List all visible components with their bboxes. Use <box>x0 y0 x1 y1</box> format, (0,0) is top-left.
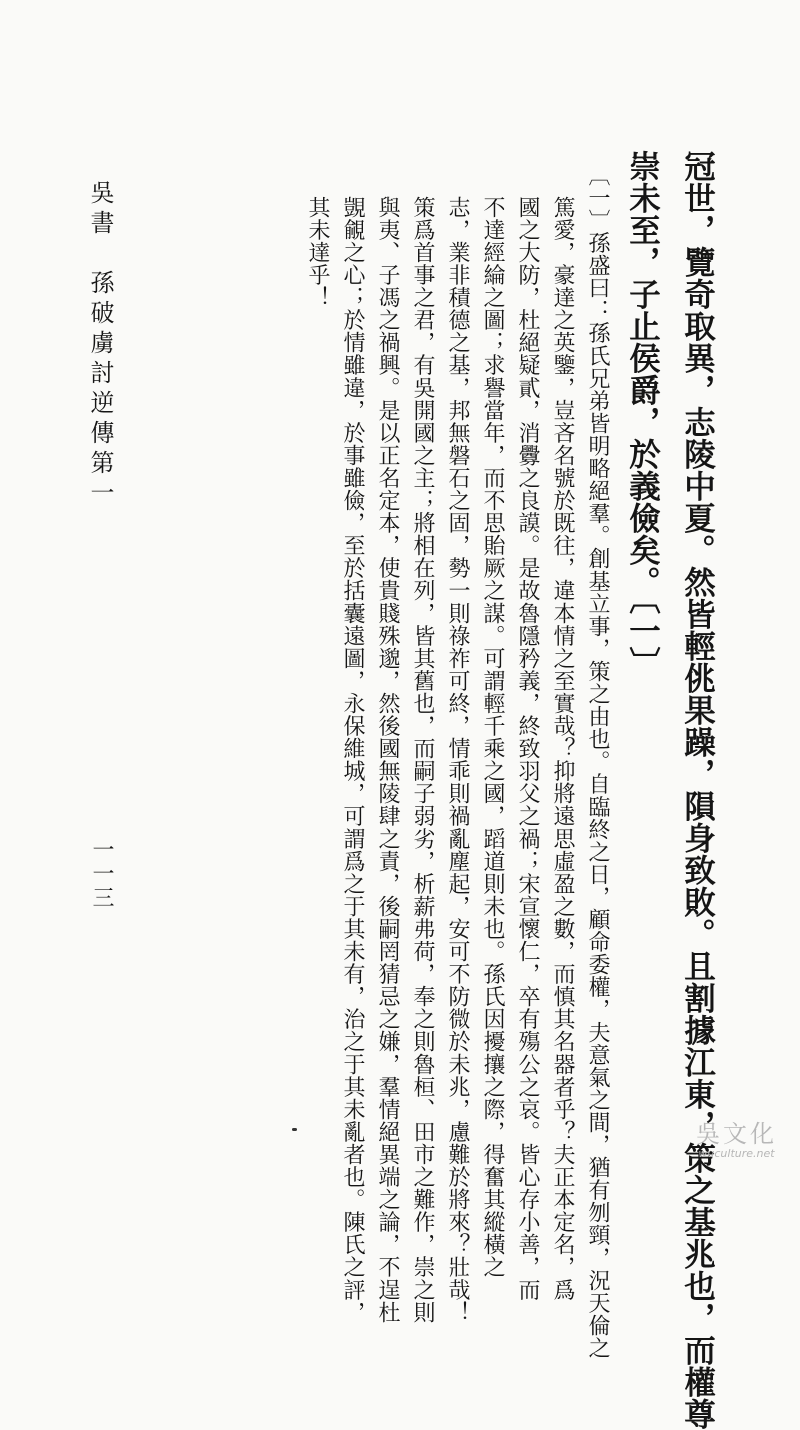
watermark <box>679 1121 794 1165</box>
note-column-3: 國之大防，杜絕疑貳，消釁之良謨。是故魯隱矜義，終致羽父之禍；宋宣懷仁，卒有殤公之哀。皆心存小善，而 <box>515 196 540 1301</box>
note-column-9: 其未達乎！ <box>305 196 330 309</box>
watermark-url: wuculture.net <box>698 1147 775 1160</box>
running-title: 吳書 孫破虜討逆傳第一 <box>86 180 114 510</box>
scan-mark <box>292 1128 297 1131</box>
note-column-5: 志，業非積德之基，邦無磐石之固，勢一則祿祚可終，情乖則禍亂塵起，安可不防微於未兆，慮難於將來？壯哉！ <box>445 196 470 1324</box>
note-column-4: 不達經綸之圖；求譽當年，而不思貽厥之謀。可謂輕千乘之國，蹈道則未也。孫氏因擾攘之際，得奮其縱橫之 <box>480 196 505 1279</box>
note-column-6: 策爲首事之君，有吳開國之主；將相在列，皆其舊也，而嗣子弱劣，析薪弗荷，奉之則魯桓、田市之難作，崇之則 <box>410 196 435 1324</box>
main-text-column-2: 崇未至，子止侯爵，於義儉矣。〔一〕 <box>624 150 662 679</box>
note-column-7: 與夷、子馮之禍興。是以正名定本，使貴賤殊邈，然後國無陵肆之責，後嗣罔猜忌之嫌，羣情絕異端之論，不逞杜 <box>375 196 400 1324</box>
page-number: 一一三 <box>89 838 114 910</box>
note-column-2: 篤愛，豪達之英鑒，豈吝名號於既往，違本情之至實哉？抑將遠思虛盈之數，而慎其名器者乎？夫正本定名，爲 <box>550 196 575 1301</box>
note-column-8: 覬覦之心；於情雖違，於事雖儉，至於括囊遠圖，永保維城，可謂爲之于其未有，治之于其未亂者也。陳氏之評， <box>340 196 365 1324</box>
note-column-1: 〔一〕孫盛曰：孫氏兄弟皆明略絕羣。創基立事，策之由也。自臨終之日，顧命委權，夫意氣之間，猶有刎頸，況天倫之 <box>585 164 610 1360</box>
watermark-chinese: 吳文化 <box>696 1120 777 1148</box>
main-text-column-1: 冠世，覽奇取異，志陵中夏。然皆輕佻果躁，隕身致敗。且割據江東，策之基兆也，而權尊 <box>679 150 717 1430</box>
